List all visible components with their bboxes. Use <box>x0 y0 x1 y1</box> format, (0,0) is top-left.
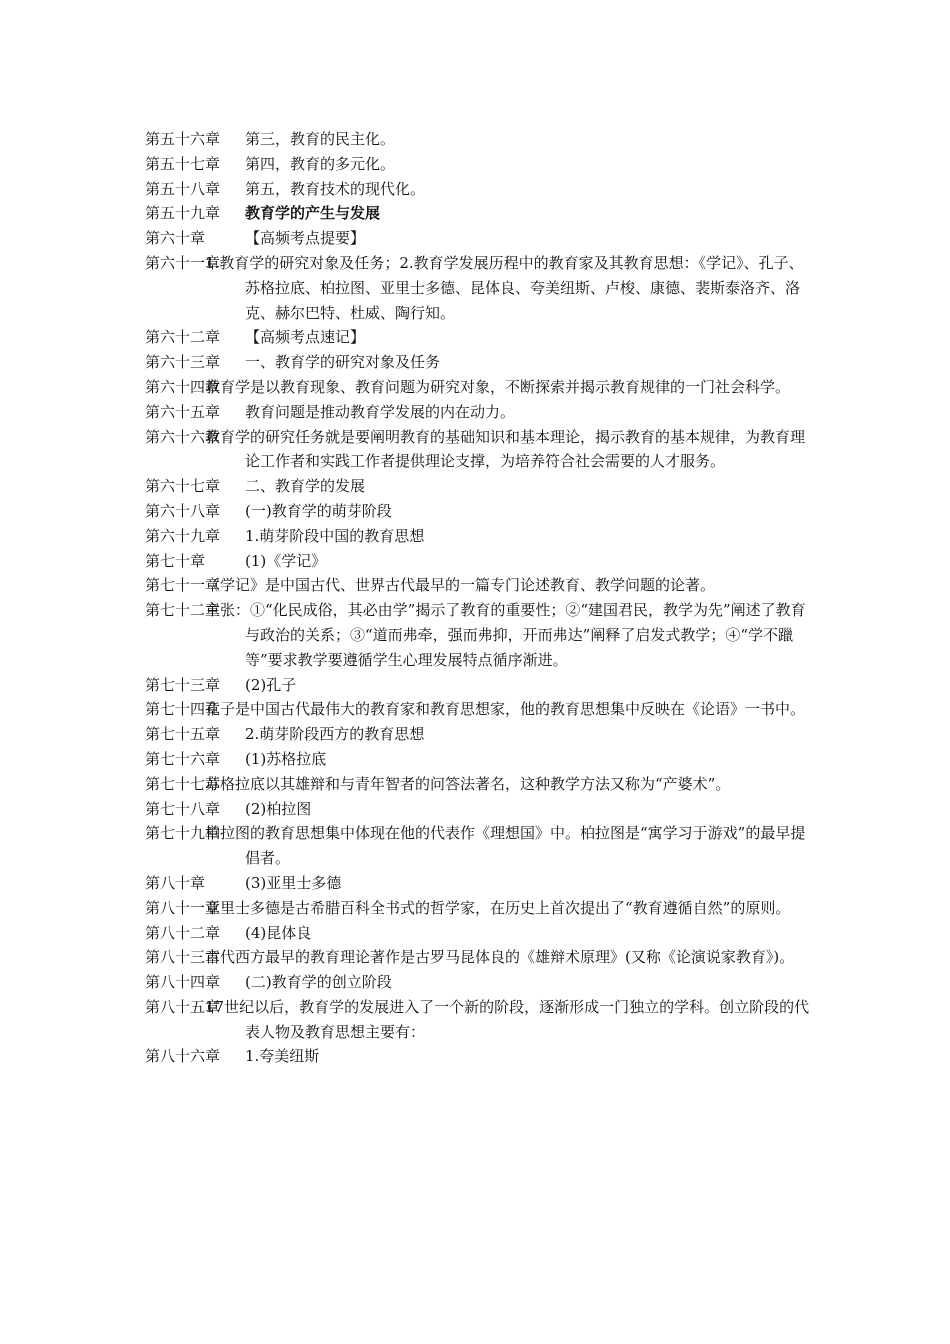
list-item <box>145 499 815 524</box>
paragraph-text: 教育学是以教育现象、教育问题为研究对象，不断探索并揭示教育规律的一门社会科学。 <box>205 377 791 396</box>
chapter-number: 第六十一章 <box>145 253 221 272</box>
paragraph-text: (4)昆体良 <box>245 923 312 942</box>
chapter-number: 第六十章 <box>145 229 206 248</box>
paragraph-text: 《学记》是中国古代、世界古代最早的一篇专门论述教育、教学问题的论著。 <box>205 576 716 595</box>
chapter-number: 第七十三章 <box>145 675 221 694</box>
list-item <box>145 325 815 350</box>
paragraph-text: (2)柏拉图 <box>245 799 312 818</box>
paragraph-text: 教育学的研究任务就是要阐明教育的基础知识和基本理论，揭示教育的基本规律，为教育理论工作者和实践工作者提供理论支撑，为培养符合社会需要的人才服务。 <box>205 427 806 471</box>
list-item <box>145 524 815 549</box>
list-item <box>145 673 815 698</box>
paragraph-text: (3)亚里士多德 <box>245 873 342 892</box>
list-item <box>145 722 815 747</box>
document-body <box>145 127 815 1069</box>
paragraph-text: 苏格拉底以其雄辩和与青年智者的问答法著名，这种教学方法又称为“产婆术”。 <box>205 774 731 793</box>
paragraph-text: 第四，教育的多元化。 <box>245 154 396 173</box>
chapter-number: 第七十六章 <box>145 749 221 768</box>
paragraph-text: 教育问题是推动教育学发展的内在动力。 <box>245 402 516 421</box>
list-item <box>145 970 815 995</box>
list-item <box>145 1044 815 1069</box>
chapter-number: 第八十二章 <box>145 923 221 942</box>
list-item <box>145 747 815 772</box>
list-item <box>145 474 815 499</box>
list-item <box>145 995 815 1045</box>
chapter-number: 第七十七章 <box>145 774 221 793</box>
paragraph-text: 一、教育学的研究对象及任务 <box>245 353 441 372</box>
chapter-number: 第七十五章 <box>145 725 221 744</box>
chapter-number: 第六十五章 <box>145 402 221 421</box>
chapter-number: 第八十四章 <box>145 973 221 992</box>
list-item <box>145 425 815 475</box>
list-item <box>145 896 815 921</box>
chapter-number: 第八十五章 <box>145 997 221 1016</box>
chapter-number: 第五十七章 <box>145 154 221 173</box>
list-item <box>145 821 815 871</box>
list-item <box>145 226 815 251</box>
chapter-number: 第五十六章 <box>145 130 221 148</box>
chapter-number: 第七十一章 <box>145 576 221 595</box>
paragraph-text: (二)教育学的创立阶段 <box>245 973 392 992</box>
list-item <box>145 375 815 400</box>
list-item <box>145 127 815 152</box>
list-item <box>145 177 815 202</box>
chapter-number: 第八十一章 <box>145 898 221 917</box>
list-item <box>145 251 815 325</box>
chapter-number: 第六十二章 <box>145 328 221 347</box>
chapter-number: 第六十七章 <box>145 477 221 496</box>
paragraph-text: (一)教育学的萌芽阶段 <box>245 501 392 520</box>
list-item <box>145 921 815 946</box>
section-heading: 教育学的产生与发展 <box>245 204 381 223</box>
chapter-number: 第七十章 <box>145 551 206 570</box>
paragraph-text: 古代西方最早的教育理论著作是古罗马昆体良的《雄辩术原理》(又称《论演说家教育》)。 <box>205 948 795 967</box>
paragraph-text: (1)《学记》 <box>245 551 327 570</box>
chapter-number: 第六十九章 <box>145 526 221 545</box>
list-item <box>145 697 815 722</box>
chapter-number: 第八十三章 <box>145 948 221 967</box>
list-item <box>145 945 815 970</box>
paragraph-text: 1.夸美纽斯 <box>245 1047 320 1066</box>
chapter-number: 第七十二章 <box>145 601 221 620</box>
chapter-number: 第八十章 <box>145 873 206 892</box>
paragraph-text: (1)苏格拉底 <box>245 749 327 768</box>
paragraph-text: 【高频考点速记】 <box>245 328 366 347</box>
list-item <box>145 598 815 672</box>
chapter-number: 第六十六章 <box>145 427 221 446</box>
paragraph-text: 【高频考点提要】 <box>245 229 366 248</box>
chapter-number: 第六十八章 <box>145 501 221 520</box>
chapter-number: 第七十四章 <box>145 700 221 719</box>
chapter-number: 第七十八章 <box>145 799 221 818</box>
list-item <box>145 871 815 896</box>
paragraph-text: 第三，教育的民主化。 <box>245 130 396 148</box>
paragraph-text: 1.教育学的研究对象及任务；2.教育学发展历程中的教育家及其教育思想：《学记》、孔子、苏格拉底、柏拉图、亚里士多德、昆体良、夸美纽斯、卢梭、康德、裴斯泰洛齐、洛克、赫尔巴特、杜威、陶行知。 <box>205 253 804 322</box>
list-item <box>145 350 815 375</box>
chapter-number: 第七十九章 <box>145 824 221 843</box>
paragraph-text: 2.萌芽阶段西方的教育思想 <box>245 725 425 744</box>
list-item <box>145 573 815 598</box>
paragraph-text: 亚里士多德是古希腊百科全书式的哲学家，在历史上首次提出了“教育遵循自然”的原则。 <box>205 898 791 917</box>
list-item <box>145 152 815 177</box>
paragraph-text: 主张：①“化民成俗，其必由学”揭示了教育的重要性；②“建国君民，教学为先”阐述了教育与政治的关系；③“道而弗牵，强而弗抑，开而弗达”阐释了启发式教学；④“学不躐等”要求教学要遵循学生心理发展特点循序渐进。 <box>205 601 806 669</box>
list-item <box>145 400 815 425</box>
paragraph-text: 1.萌芽阶段中国的教育思想 <box>245 526 425 545</box>
paragraph-text: 第五，教育技术的现代化。 <box>245 179 426 198</box>
list-item <box>145 549 815 574</box>
paragraph-text: 二、教育学的发展 <box>245 477 366 496</box>
chapter-number: 第五十九章 <box>145 204 221 223</box>
chapter-number: 第八十六章 <box>145 1047 221 1066</box>
list-item <box>145 201 815 226</box>
list-item <box>145 797 815 822</box>
paragraph-text: (2)孔子 <box>245 675 297 694</box>
chapter-number: 第六十四章 <box>145 377 221 396</box>
paragraph-text: 柏拉图的教育思想集中体现在他的代表作《理想国》中。柏拉图是“寓学习于游戏”的最早提倡者。 <box>205 824 806 868</box>
list-item <box>145 772 815 797</box>
chapter-number: 第五十八章 <box>145 179 221 198</box>
paragraph-text: 17世纪以后，教育学的发展进入了一个新的阶段，逐渐形成一门独立的学科。创立阶段的代表人物及教育思想主要有： <box>205 997 810 1041</box>
chapter-number: 第六十三章 <box>145 353 221 372</box>
paragraph-text: 孔子是中国古代最伟大的教育家和教育思想家，他的教育思想集中反映在《论语》一书中。 <box>205 700 806 719</box>
